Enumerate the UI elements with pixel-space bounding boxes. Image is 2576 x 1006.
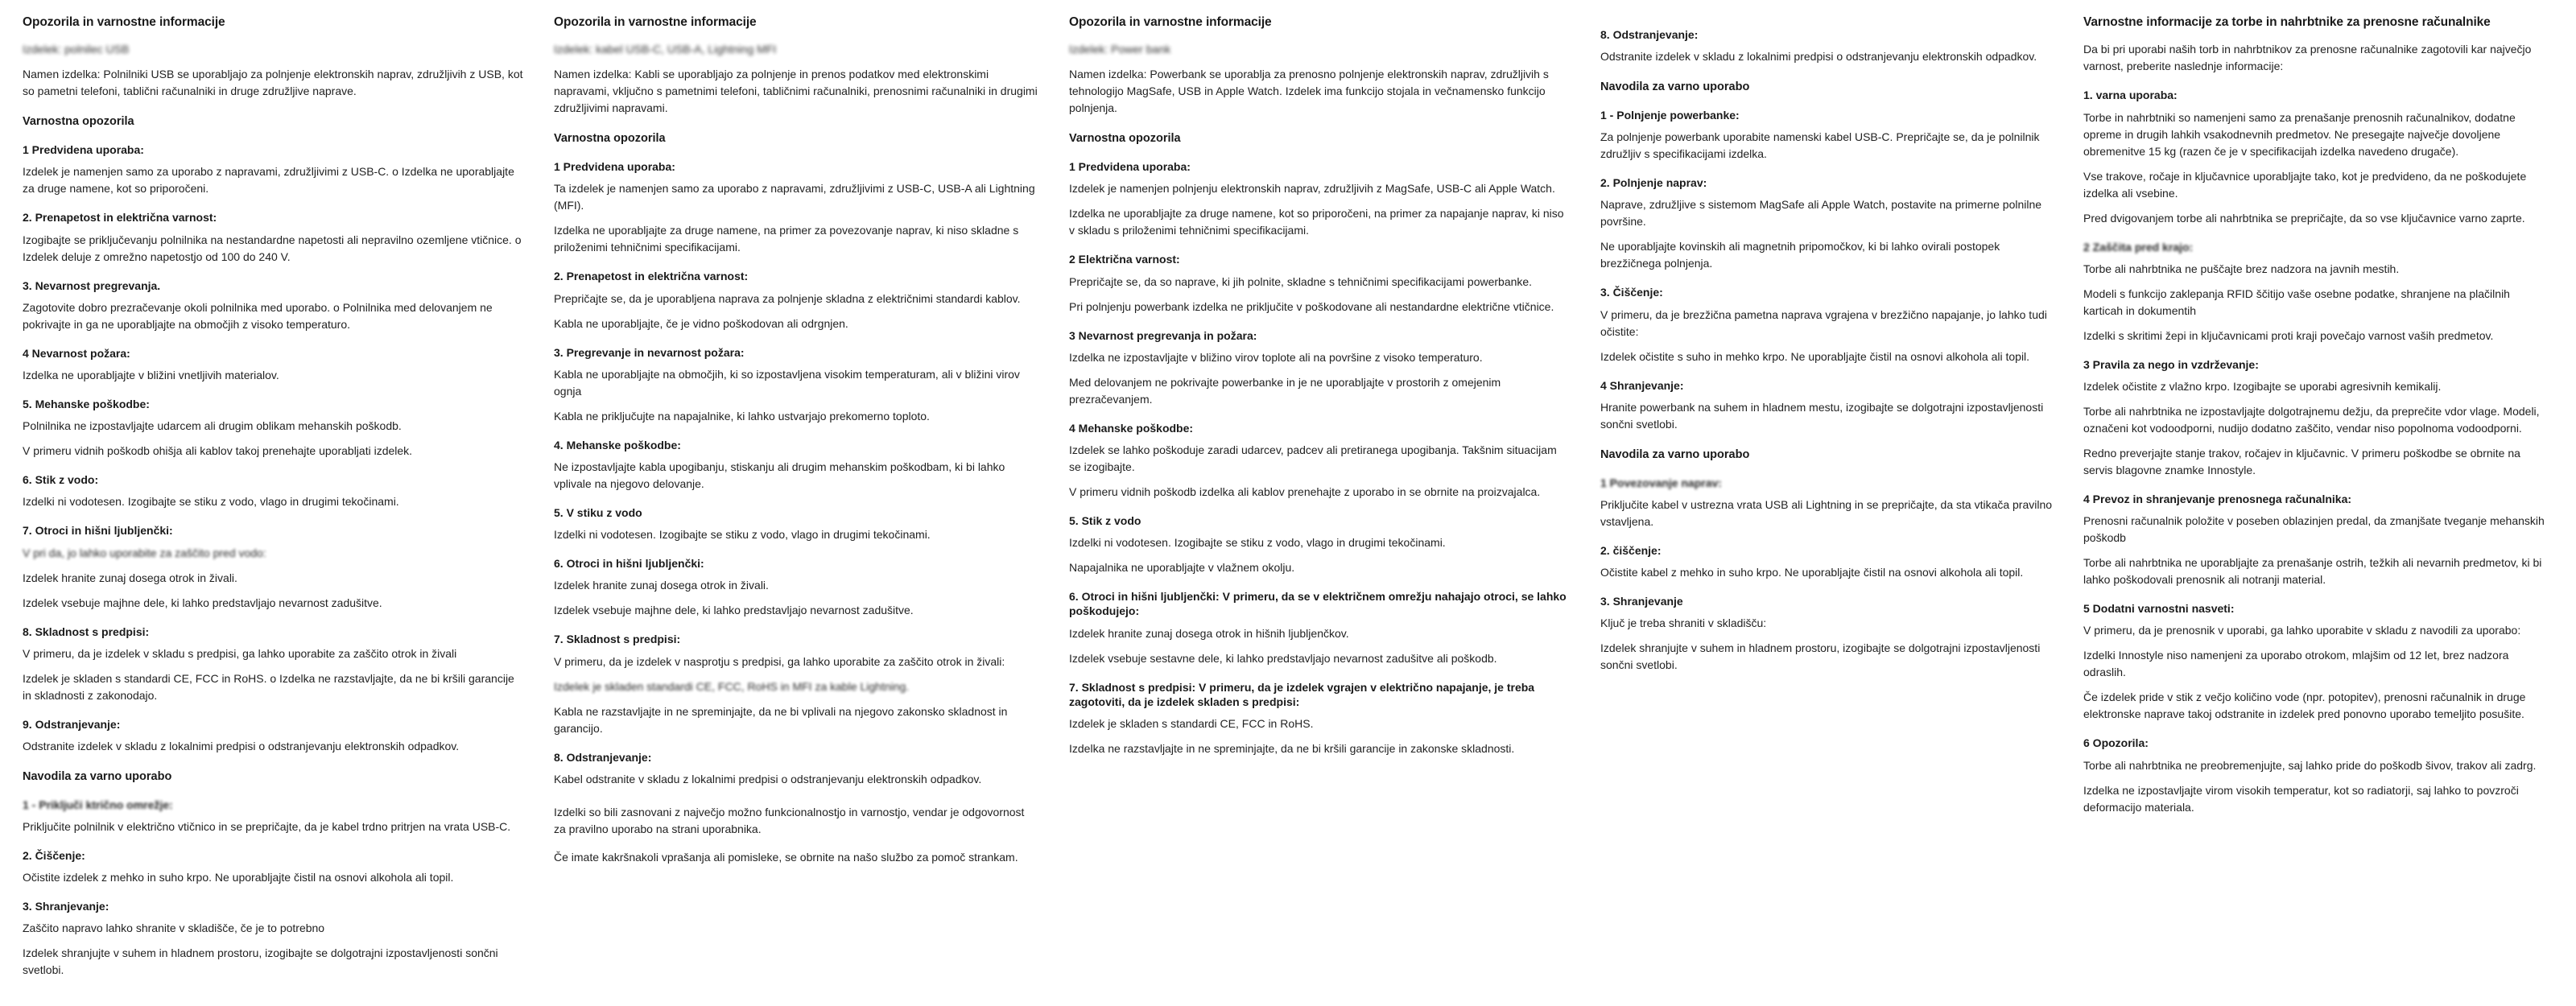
item-paragraph: Vse trakove, ročaje in ključavnice uporabljajte tako, kot je predvideno, da ne poškodujete izdelka ali vsebine. xyxy=(2083,169,2527,200)
product-line-text: Izdelek: polnilec USB xyxy=(23,43,130,56)
item-paragraph: V primeru vidnih poškodb izdelka ali kablov prenehajte z uporabo in se obrnite na proizvajalca. xyxy=(1069,484,1541,498)
item-paragraph: Napajalnika ne uporabljajte v vlažnem okolju. xyxy=(1069,561,1295,575)
item-paragraph: Torbe ali nahrbtnika ne puščajte brez nadzora na javnih mestih. xyxy=(2083,262,2400,275)
item-title-blurred xyxy=(2083,240,2552,254)
blurred-text: 2 Zaščita pred krajo: xyxy=(2083,240,2194,254)
item-paragraph: Kabla ne uporabljajte na območjih, ki so izpostavljena visokim temperaturam, ali v bližini virov ognja xyxy=(554,367,1020,398)
product-purpose: Da bi pri uporabi naših torb in nahrbtnikov za prenosne računalnike zagotovili kar največjo varnost, preberite naslednje informacije: xyxy=(2083,43,2532,73)
item-title: 4. Mehanske poškodbe: xyxy=(554,438,681,451)
item-title: 3. Čiščenje: xyxy=(1600,286,1663,299)
item-paragraph: Kabel odstranite v skladu z lokalnimi predpisi o odstranjevanju elektronskih odpadkov. xyxy=(554,772,982,785)
item-title: 5 Dodatni varnostni nasveti: xyxy=(2083,602,2235,616)
subsection-heading: Navodila za varno uporabo xyxy=(23,769,172,783)
item-paragraph: Kabla ne priključujte na napajalnike, ki lahko ustvarjajo prekomerno toploto. xyxy=(554,409,930,423)
item-paragraph: Izdelek očistite z vlažno krpo. Izogibajte se uporabi agresivnih kemikalij. xyxy=(2083,379,2442,393)
item-paragraph: Izdelek vsebuje majhne dele, ki lahko predstavljajo nevarnost zadušitve. xyxy=(554,604,914,617)
product-line xyxy=(554,41,1038,58)
item-paragraph: V primeru vidnih poškodb ohišja ali kablov takoj prenehajte uporabljati izdelek. xyxy=(23,444,413,458)
item-paragraph: Izdelek hranite zunaj dosega otrok in živali. xyxy=(23,571,237,584)
item-title: 1 - Polnjenje powerbanke: xyxy=(1600,109,1740,122)
blurred-text: 1 - Priključi ktrično omrežje: xyxy=(23,798,173,811)
item-paragraph: Pred dvigovanjem torbe ali nahrbtnika se prepričajte, da so vse ključavnice varno zaprte. xyxy=(2083,211,2525,225)
product-purpose: Namen izdelka: Polnilniki USB se uporabljajo za polnjenje elektronskih naprav, združljivih z USB, kot so pametni telefoni, tablični računalniki in druge združljive naprave. xyxy=(23,68,523,98)
item-title: 3. Shranjevanje xyxy=(1600,595,1683,608)
item-paragraph: Odstranite izdelek v skladu z lokalnimi predpisi o odstranjevanju elektronskih odpadkov. xyxy=(23,739,460,752)
item-paragraph: Torbe ali nahrbtnika ne uporabljajte za prenašanje ostrih, težkih ali nevarnih predmetov, ki bi lahko poškodovali prenosnik ali notranji material. xyxy=(2083,556,2542,587)
item-title: 2. Prenapetost in električna varnost: xyxy=(554,270,749,283)
item-title: 2 Električna varnost: xyxy=(1069,253,1180,266)
product-line xyxy=(1069,41,1570,58)
item-paragraph: Kabla ne uporabljajte, če je vidno poškodovan ali odrgnjen. xyxy=(554,316,848,330)
item-paragraph: Izdelek hranite zunaj dosega otrok in hišnih ljubljenčkov. xyxy=(1069,626,1349,640)
item-paragraph: Izdelek shranjujte v suhem in hladnem prostoru, izogibajte se dolgotrajni izpostavljenosti sončni svetlobi. xyxy=(23,946,498,977)
item-paragraph: Priključite polnilnik v električno vtičnico in se prepričajte, da je kabel trdno pritrjen na vrata USB-C. xyxy=(23,819,511,833)
column-powerbank-usage xyxy=(1589,14,2072,685)
item-title: 4 Nevarnost požara: xyxy=(23,346,130,360)
subsection-heading: Varnostna opozorila xyxy=(554,132,666,146)
item-paragraph: V primeru, da je prenosnik v uporabi, ga lahko uporabite v skladu z navodili za uporabo: xyxy=(2083,624,2521,637)
section-heading: Opozorila in varnostne informacije xyxy=(1069,15,1272,29)
item-paragraph: Izdelek se lahko poškoduje zaradi udarcev, padcev ali pretiranega upogibanja. Takšnim situacijam se izogibajte. xyxy=(1069,443,1557,473)
item-paragraph: Zaščito napravo lahko shranite v skladišče, če je to potrebno xyxy=(23,921,325,935)
item-paragraph: Izdelek hranite zunaj dosega otrok in živali. xyxy=(554,579,769,592)
item-paragraph: Zagotovite dobro prezračevanje okoli polnilnika med uporabo. o Polnilnika med delovanjem ne pokrivajte in ga ne uporabljajte na območjih z visoko temperaturo. xyxy=(23,300,493,331)
item-paragraph: Pri polnjenju powerbank izdelka ne priključite v poškodovane ali nestandardne električne vtičnice. xyxy=(1069,299,1554,313)
item-paragraph: Izdelek je skladen s standardi CE, FCC in RoHS. xyxy=(1069,716,1314,730)
footer-note: Izdelki so bili zasnovani z največjo možno funkcionalnostjo in varnostjo, vendar je odgovornost za pravilno uporabo na strani uporabnika. xyxy=(554,805,1025,835)
item-paragraph: Izdelek je namenjen samo za uporabo z napravami, združljivimi z USB-C. o Izdelka ne uporabljajte za druge namene, kot so priporočeni. xyxy=(23,165,514,196)
item-paragraph: Ne izpostavljajte kabla upogibanju, stiskanju ali drugim mehanskim poškodbam, ki bi lahko vplivale na njegovo delovanje. xyxy=(554,460,1005,490)
column-powerbank xyxy=(1058,14,1589,769)
item-paragraph: Prenosni računalnik položite v poseben oblazinjen predal, da zmanjšate tveganje mehanskih poškodb xyxy=(2083,514,2545,545)
item-title: 6. Otroci in hišni ljubljenčki: xyxy=(554,557,704,571)
item-paragraph: Redno preverjajte stanje trakov, ročajev in ključavnic. V primeru poškodbe se obrnite na servis blagovne znamke Innostyle. xyxy=(2083,446,2520,476)
item-paragraph: Izdelki Innostyle niso namenjeni za uporabo otrokom, mlajšim od 12 let, brez nadzora odraslih. xyxy=(2083,649,2509,679)
item-title: 3. Nevarnost pregrevanja. xyxy=(23,278,161,292)
item-paragraph: Očistite kabel z mehko in suho krpo. Ne uporabljajte čistil na osnovi alkohola ali topil. xyxy=(1600,566,2024,579)
item-title: 9. Odstranjevanje: xyxy=(23,717,121,731)
item-paragraph: Izdelki ni vodotesen. Izogibajte se stiku z vodo, vlago in drugimi tekočinami. xyxy=(1069,536,1446,550)
blurred-text: V pri da, jo lahko uporabite za zaščito pred vodo: xyxy=(23,546,266,559)
section-heading: Opozorila in varnostne informacije xyxy=(23,15,225,29)
item-paragraph: Izdelek vsebuje majhne dele, ki lahko predstavljajo nevarnost zadušitve. xyxy=(23,596,382,609)
item-title: 1 Predvidena uporaba: xyxy=(554,160,675,174)
item-title: 3. Pregrevanje in nevarnost požara: xyxy=(554,345,745,359)
item-paragraph: Izdelka ne uporabljajte za druge namene, kot so priporočeni, na primer za napajanje naprav, ki niso v skladu s priloženimi tehničnimi specifikacijami. xyxy=(1069,207,1564,237)
blurred-text: 1 Povezovanje naprav: xyxy=(1600,476,1722,489)
section-heading: Varnostne informacije za torbe in nahrbtnike za prenosne računalnike xyxy=(2083,15,2491,29)
item-paragraph: Prepričajte se, da je uporabljena naprava za polnjenje skladna z električnimi standardi kablov. xyxy=(554,291,1021,305)
product-line-text: Izdelek: Power bank xyxy=(1069,43,1171,56)
item-paragraph: Ta izdelek je namenjen samo za uporabo z napravami, združljivimi z USB-C, USB-A ali Lightning (MFI). xyxy=(554,182,1035,212)
subsection-heading: Navodila za varno uporabo xyxy=(1600,80,1750,94)
product-line xyxy=(23,41,523,58)
column-usb-cable xyxy=(11,14,543,990)
item-paragraph: Izdelka ne uporabljajte v bližini vnetljivih materialov. xyxy=(23,368,279,381)
item-title: 8. Skladnost s predpisi: xyxy=(23,625,150,638)
item-title: 1. varna uporaba: xyxy=(2083,89,2178,102)
item-title: 8. Odstranjevanje: xyxy=(1600,28,1699,41)
item-paragraph: Izdelki ni vodotesen. Izogibajte se stiku z vodo, vlago in drugimi tekočinami. xyxy=(23,495,399,509)
item-paragraph: Očistite izdelek z mehko in suho krpo. Ne uporabljajte čistil na osnovi alkohola ali topil. xyxy=(23,871,454,884)
item-title: 4 Prevoz in shranjevanje prenosnega računalnika: xyxy=(2083,492,2352,505)
item-title: 2. Prenapetost in električna varnost: xyxy=(23,211,217,225)
footer-note: Če imate kakršnakoli vprašanja ali pomisleke, se obrnite na našo službo za pomoč strankam. xyxy=(554,850,1018,864)
item-paragraph: Izdelka ne razstavljajte in ne spreminjajte, da ne bi kršili garancije in zakonske skladnosti. xyxy=(1069,741,1515,755)
item-paragraph: Prepričajte se, da so naprave, ki jih polnite, skladne s tehničnimi specifikacijami powerbanke. xyxy=(1069,274,1533,288)
item-title: 5. Mehanske poškodbe: xyxy=(23,397,150,410)
item-title: 4 Mehanske poškodbe: xyxy=(1069,421,1194,435)
item-title: 2. Čiščenje: xyxy=(23,848,85,862)
item-title-blurred xyxy=(23,798,523,812)
item-paragraph: Ključ je treba shraniti v skladišču: xyxy=(1600,616,1767,630)
subsection-heading: Varnostna opozorila xyxy=(1069,132,1181,146)
item-paragraph: Torbe in nahrbtniki so namenjeni samo za prenašanje prenosnih računalnikov, dodatne opreme in drugih lahkih vsakodnevnih predmetov. Ne presegajte največje dovoljene obremenitve 15 kg (razen če je v specifikacijah izdelka navedeno drugače). xyxy=(2083,110,2516,158)
item-paragraph: Med delovanjem ne pokrivajte powerbanke in je ne uporabljajte v prostorih z omejenim prezračevanjem. xyxy=(1069,375,1501,406)
item-paragraph: Priključite kabel v ustrezna vrata USB ali Lightning in se prepričajte, da sta vtikača pravilno vstavljena. xyxy=(1600,497,2053,528)
item-title: 7. Skladnost s predpisi: xyxy=(554,633,681,646)
item-title: 2. čiščenje: xyxy=(1600,543,1662,557)
item-title: 8. Odstranjevanje: xyxy=(554,750,652,764)
item-paragraph: Hranite powerbank na suhem in hladnem mestu, izogibajte se dolgotrajni izpostavljenosti sončni svetlobi. xyxy=(1600,400,2044,431)
item-paragraph: Torbe ali nahrbtnika ne preobremenjujte, saj lahko pride do poškodb šivov, trakov ali zadrg. xyxy=(2083,758,2537,772)
item-title: 1 Predvidena uporaba: xyxy=(1069,160,1191,174)
item-paragraph: Izdelka ne izpostavljajte v bližino virov toplote ali na površine z visoko temperaturo. xyxy=(1069,350,1483,364)
item-paragraph: Za polnjenje powerbank uporabite namenski kabel USB-C. Prepričajte se, da je polnilnik združljiv s specifikacijami izdelka. xyxy=(1600,130,2040,161)
item-title: 1 Predvidena uporaba: xyxy=(23,143,144,157)
item-paragraph: Izogibajte se priključevanju polnilnika na nestandardne napetosti ali nepravilno ozemljene vtičnice. o Izdelek deluje z omrežno napetostjo od 100 do 240 V. xyxy=(23,233,522,263)
item-paragraph: Ne uporabljajte kovinskih ali magnetnih pripomočkov, ki bi lahko ovirali postopek brezžičnega polnjenja. xyxy=(1600,240,2000,270)
item-paragraph: Odstranite izdelek v skladu z lokalnimi predpisi o odstranjevanju elektronskih odpadkov. xyxy=(1600,50,2037,64)
item-paragraph: V primeru, da je izdelek v skladu s predpisi, ga lahko uporabite za zaščito otrok in živali xyxy=(23,646,457,660)
item-title: 6. Stik z vodo: xyxy=(23,473,99,487)
item-paragraph: Izdelka ne uporabljajte za druge namene, na primer za povezovanje naprav, ki niso skladne s priloženimi tehničnimi specifikacijami. xyxy=(554,224,1019,254)
section-heading: Opozorila in varnostne informacije xyxy=(554,15,757,29)
blurred-text: Izdelek je skladen standardi CE, FCC, RoHS in MFI za kable Lightning. xyxy=(554,679,910,693)
item-title: 3 Pravila za nego in vzdrževanje: xyxy=(2083,357,2259,371)
item-paragraph: Izdelki s skritimi žepi in ključavnicami proti kraji povečajo varnost vaših predmetov. xyxy=(2083,328,2494,342)
item-paragraph: Izdelki ni vodotesen. Izogibajte se stiku z vodo, vlago in drugimi tekočinami. xyxy=(554,528,931,542)
item-paragraph: Če izdelek pride v stik z večjo količino vode (npr. potopitev), prenosni računalnik in druge elektronske naprave takoj odstranite in izdelek pred ponovno uporabo temeljito posušite. xyxy=(2083,691,2526,721)
item-paragraph: Izdelek vsebuje sestavne dele, ki lahko predstavljajo nevarnost zadušitve ali poškodb. xyxy=(1069,651,1497,665)
item-paragraph: Izdelek očistite s suho in mehko krpo. Ne uporabljajte čistil na osnovi alkohola ali topil. xyxy=(1600,349,2030,363)
item-paragraph: V primeru, da je brezžična pametna naprava vgrajena v brezžično napajanje, jo lahko tudi očistite: xyxy=(1600,307,2047,338)
item-paragraph: Polnilnika ne izpostavljajte udarcem ali drugim oblikam mehanskih poškodb. xyxy=(23,419,402,433)
item-title: 6. Otroci in hišni ljubljenčki: V primeru, da se v električnem omrežju nahajajo otroci, se lahko poškodujejo: xyxy=(1069,590,1567,618)
product-purpose: Namen izdelka: Powerbank se uporablja za prenosno polnjenje elektronskih naprav, združljivih s tehnologijo MagSafe, USB in Apple Watch. Izdelek ima funkcijo stojala in večnamensko funkcijo polnjenja. xyxy=(1069,68,1549,115)
item-title: 5. V stiku z vodo xyxy=(554,505,642,519)
item-paragraph: Naprave, združljive s sistemom MagSafe ali Apple Watch, postavite na primerne polnilne površine. xyxy=(1600,198,2042,229)
item-title: 2. Polnjenje naprav: xyxy=(1600,176,1707,190)
item-paragraph: Kabla ne razstavljajte in ne spreminjajte, da ne bi vplivali na njegovo zakonsko skladnost in garancijo. xyxy=(554,704,1008,735)
column-backpack xyxy=(2072,14,2571,827)
item-paragraph-blurred xyxy=(554,678,1038,695)
item-paragraph-blurred xyxy=(23,545,523,562)
item-title: 4 Shranjevanje: xyxy=(1600,378,1684,392)
item-title: 7. Otroci in hišni ljubljenčki: xyxy=(23,524,173,538)
item-paragraph: Izdelek shranjujte v suhem in hladnem prostoru, izogibajte se dolgotrajni izpostavljenosti sončni svetlobi. xyxy=(1600,641,2041,672)
product-purpose: Namen izdelka: Kabli se uporabljajo za polnjenje in prenos podatkov med elektronskimi napravami, vključno s pametnimi telefoni, tabličnimi računalniki, prenosnimi računalniki in drugimi združljivimi napravami. xyxy=(554,68,1038,115)
item-title: 3. Shranjevanje: xyxy=(23,900,109,913)
item-paragraph: Torbe ali nahrbtnika ne izpostavljajte dolgotrajnemu dežju, da preprečite vdor vlage. Modeli, označeni kot vodoodporni, nudijo dodatno zaščito, vendar niso popolnoma vodoodporni. xyxy=(2083,404,2540,435)
item-paragraph: Izdelek je skladen s standardi CE, FCC in RoHS. o Izdelka ne razstavljajte, da ne bi kršili garancije in skladnosti z zakonodajo. xyxy=(23,671,514,702)
item-title: 7. Skladnost s predpisi: V primeru, da je izdelek vgrajen v električno napajanje, je treba zagotoviti, da je izdelek skladen s predpisi: xyxy=(1069,680,1535,708)
item-paragraph: V primeru, da je izdelek v nasprotju s predpisi, ga lahko uporabite za zaščito otrok in živali: xyxy=(554,654,1005,668)
item-title-blurred xyxy=(1600,476,2053,490)
item-paragraph: Izdelka ne izpostavljajte virom visokih temperatur, kot so radiatorji, saj lahko to povzroči deformacijo materiala. xyxy=(2083,783,2519,814)
product-line-text: Izdelek: kabel USB-C, USB-A, Lightning MFI xyxy=(554,43,777,56)
column-usb-a-lightning xyxy=(543,14,1058,877)
item-title: 5. Stik z vodo xyxy=(1069,513,1141,527)
item-paragraph: Izdelek je namenjen polnjenju elektronskih naprav, združljivih z MagSafe, USB-C ali Apple Watch. xyxy=(1069,182,1555,196)
item-title: 3 Nevarnost pregrevanja in požara: xyxy=(1069,328,1257,342)
item-title: 6 Opozorila: xyxy=(2083,736,2149,750)
item-paragraph: Modeli s funkcijo zaklepanja RFID ščitijo vaše osebne podatke, shranjene na plačilnih karticah in dokumentih xyxy=(2083,287,2510,317)
subsection-heading: Navodila za varno uporabo xyxy=(1600,447,1750,461)
subsection-heading: Varnostna opozorila xyxy=(23,115,134,129)
